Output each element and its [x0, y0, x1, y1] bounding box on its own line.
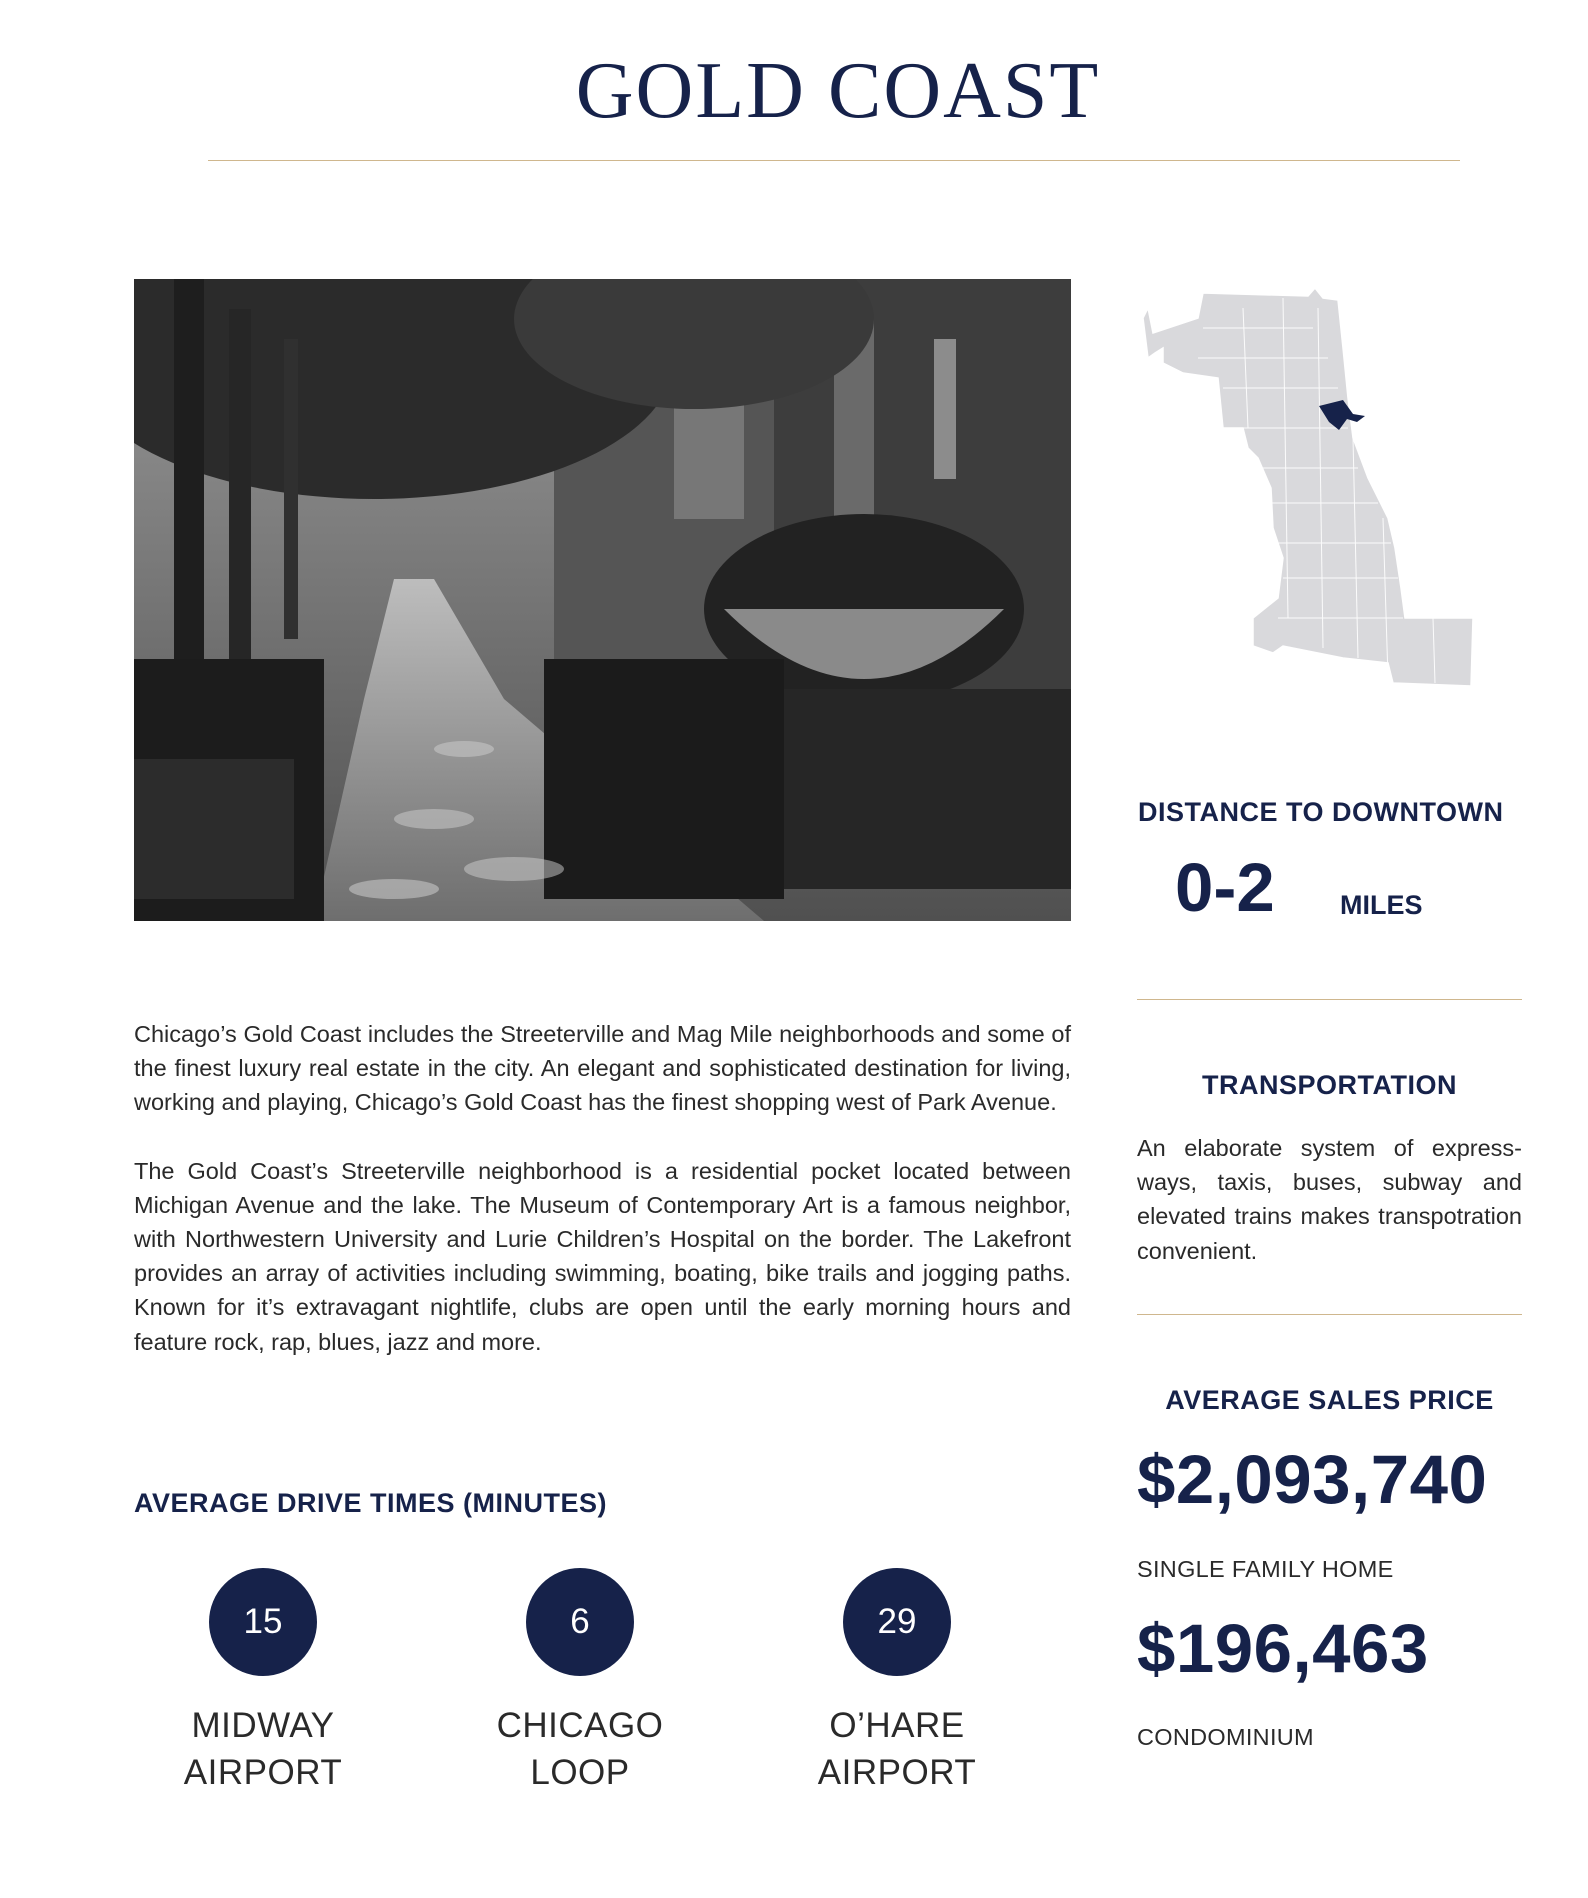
section-divider	[1137, 999, 1522, 1000]
distance-heading: DISTANCE TO DOWNTOWN	[1138, 797, 1504, 827]
drive-time-badge: 15	[209, 1568, 317, 1676]
drive-time-badge: 29	[843, 1568, 951, 1676]
drive-time-midway	[133, 1568, 393, 1796]
chicago-map	[1143, 288, 1478, 688]
title-divider	[208, 160, 1460, 161]
description-paragraph: The Gold Coast’s Streeterville neighborhood is a residential pocket located between Michigan Avenue and the lake. The Museum of Contemporary Art is a famous neighbor, with Northwestern University and Lurie Children’s Hospital on the border. The Lakefront provides an array of activities including swimming, boating, bike trails and jogging paths. Known for it’s extravagant nightlife, clubs are open until the early morning hours and feature rock, rap, blues, jazz and more.	[134, 1157, 1071, 1355]
condominium-price: $196,463	[1137, 1610, 1429, 1687]
drive-time-loop	[450, 1568, 710, 1796]
page-title: GOLD COAST	[575, 47, 1101, 135]
distance-value: 0-2	[1175, 849, 1275, 926]
sales-price-heading: AVERAGE SALES PRICE	[1165, 1385, 1494, 1415]
drive-time-label: CHICAGO LOOP	[496, 1706, 664, 1792]
single-family-label: SINGLE FAMILY HOME	[1137, 1556, 1394, 1582]
single-family-price: $2,093,740	[1137, 1441, 1488, 1518]
distance-unit: MILES	[1340, 890, 1423, 920]
drive-time-label: O’HARE AIRPORT	[817, 1706, 977, 1792]
description	[134, 1017, 1071, 1393]
description-paragraph: Chicago’s Gold Coast includes the Streeterville and Mag Mile neighborhoods and some of the finest luxury real estate in the city. An elegant and sophisticated destination for living, working and playing, Chicago’s Gold Coast has the finest shopping west of Park Avenue.	[134, 1021, 1071, 1116]
drive-time-badge: 6	[526, 1568, 634, 1676]
transportation-text: An elaborate system of express-ways, taxis, buses, subway and elevated trains makes transpotration convenient.	[1137, 1135, 1522, 1264]
drive-time-ohare	[767, 1568, 1027, 1796]
drive-time-label: MIDWAY AIRPORT	[183, 1706, 343, 1792]
condominium-label: CONDOMINIUM	[1137, 1724, 1314, 1750]
section-divider	[1137, 1314, 1522, 1315]
drive-times-heading: AVERAGE DRIVE TIMES (MINUTES)	[134, 1488, 608, 1518]
neighborhood-photo	[134, 279, 1071, 921]
transportation-heading: TRANSPORTATION	[1202, 1070, 1457, 1100]
